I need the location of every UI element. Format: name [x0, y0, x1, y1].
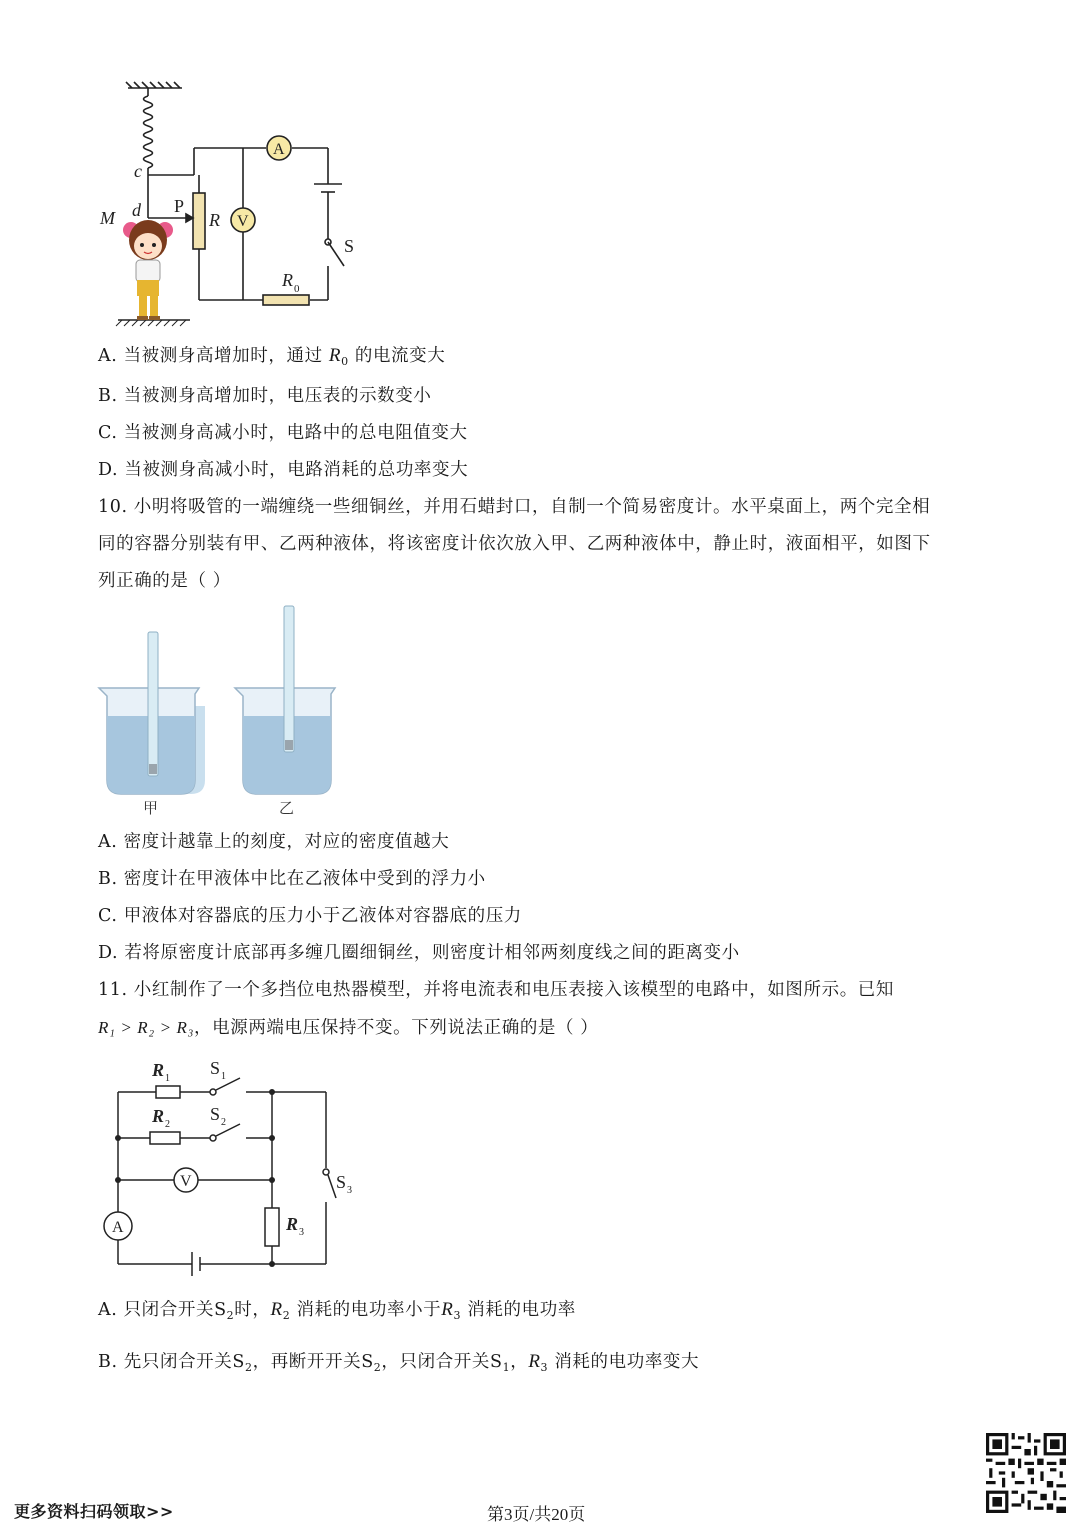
- q11-stem-line2: R₁ > R₂ > R₃，电源两端电压保持不变。下列说法正确的是（ ）: [98, 1018, 599, 1038]
- label-S1-sub: 1: [221, 1071, 226, 1082]
- girl-figure-icon: [123, 220, 173, 320]
- q9-option-c: C. 当被测身高减小时，电路中的总电阻值变大: [98, 423, 468, 443]
- label-S3-sub: 3: [347, 1185, 352, 1196]
- height-meter-circuit-figure: [90, 80, 380, 330]
- label-V: V: [237, 213, 249, 230]
- label-R2: R: [152, 1106, 165, 1126]
- q11-option-a: A. 只闭合开关$S_2$时，$R_2$ 消耗的电功率小于$R_3$ 消耗的电功率: [98, 1299, 576, 1322]
- label-P: P: [174, 196, 185, 216]
- beaker-yi: [235, 606, 335, 794]
- footer-promo-link[interactable]: 更多资料扫码领取>>: [14, 1502, 174, 1521]
- label-V: V: [180, 1173, 192, 1190]
- q10-stem-line2: 同的容器分别装有甲、乙两种液体，将该密度计依次放入甲、乙两种液体中，静止时，液面相平，如图下: [98, 534, 931, 554]
- label-R0-sub: 0: [294, 283, 300, 295]
- label-S3: S: [336, 1172, 347, 1192]
- beaker-jia: [99, 632, 205, 794]
- label-S2: S: [210, 1104, 221, 1124]
- label-S2-sub: 2: [221, 1117, 226, 1128]
- q11-option-b: B. 先只闭合开关$S_2$，再断开开关$S_2$，只闭合开关$S_1$，$R_3$ 消耗的电功率变大: [98, 1351, 700, 1374]
- page-number: 第3页/共20页: [487, 1505, 586, 1524]
- q10-option-a: A. 密度计越靠上的刻度，对应的密度值越大: [98, 832, 450, 852]
- multi-switch-heater-circuit-figure: [96, 1052, 366, 1282]
- q10-stem-line3: 列正确的是（ ）: [98, 571, 231, 591]
- q9-option-b: B. 当被测身高增加时，电压表的示数变小: [98, 386, 432, 406]
- label-M: M: [100, 208, 115, 228]
- q9-option-d: D. 当被测身高减小时，电路消耗的总功率变大: [98, 460, 469, 480]
- q9-option-a: A. 当被测身高增加时，通过 $R_0$ 的电流变大: [98, 345, 446, 368]
- label-R3: R: [286, 1214, 299, 1234]
- label-S1: S: [210, 1058, 221, 1078]
- label-A: A: [112, 1219, 124, 1236]
- label-S: S: [344, 236, 355, 256]
- beaker-label-jia: 甲: [143, 799, 159, 817]
- label-R2-sub: 2: [165, 1119, 170, 1130]
- label-R3-sub: 3: [299, 1227, 304, 1238]
- q10-option-b: B. 密度计在甲液体中比在乙液体中受到的浮力小: [98, 869, 486, 889]
- density-meter-beakers-figure: [95, 602, 345, 820]
- label-A: A: [273, 141, 285, 158]
- q10-option-c: C. 甲液体对容器底的压力小于乙液体对容器底的压力: [98, 906, 522, 926]
- beaker-label-yi: 乙: [279, 799, 295, 817]
- q11-stem-line1: 11. 小红制作了一个多挡位电热器模型，并将电流表和电压表接入该模型的电路中，如图所示。已知: [98, 980, 894, 1000]
- label-c: c: [134, 161, 142, 181]
- q10-option-d: D. 若将原密度计底部再多缠几圈细铜丝，则密度计相邻两刻度线之间的距离变小: [98, 943, 740, 963]
- qr-code-icon[interactable]: [986, 1433, 1066, 1513]
- q10-stem-line1: 10. 小明将吸管的一端缠绕一些细铜丝，并用石蜡封口，自制一个简易密度计。水平桌面上，两个完全相: [98, 497, 931, 517]
- label-d: d: [132, 200, 141, 220]
- label-R: R: [209, 210, 220, 230]
- label-R1: R: [152, 1060, 165, 1080]
- label-R1-sub: 1: [165, 1073, 170, 1084]
- label-R0: R: [282, 270, 293, 290]
